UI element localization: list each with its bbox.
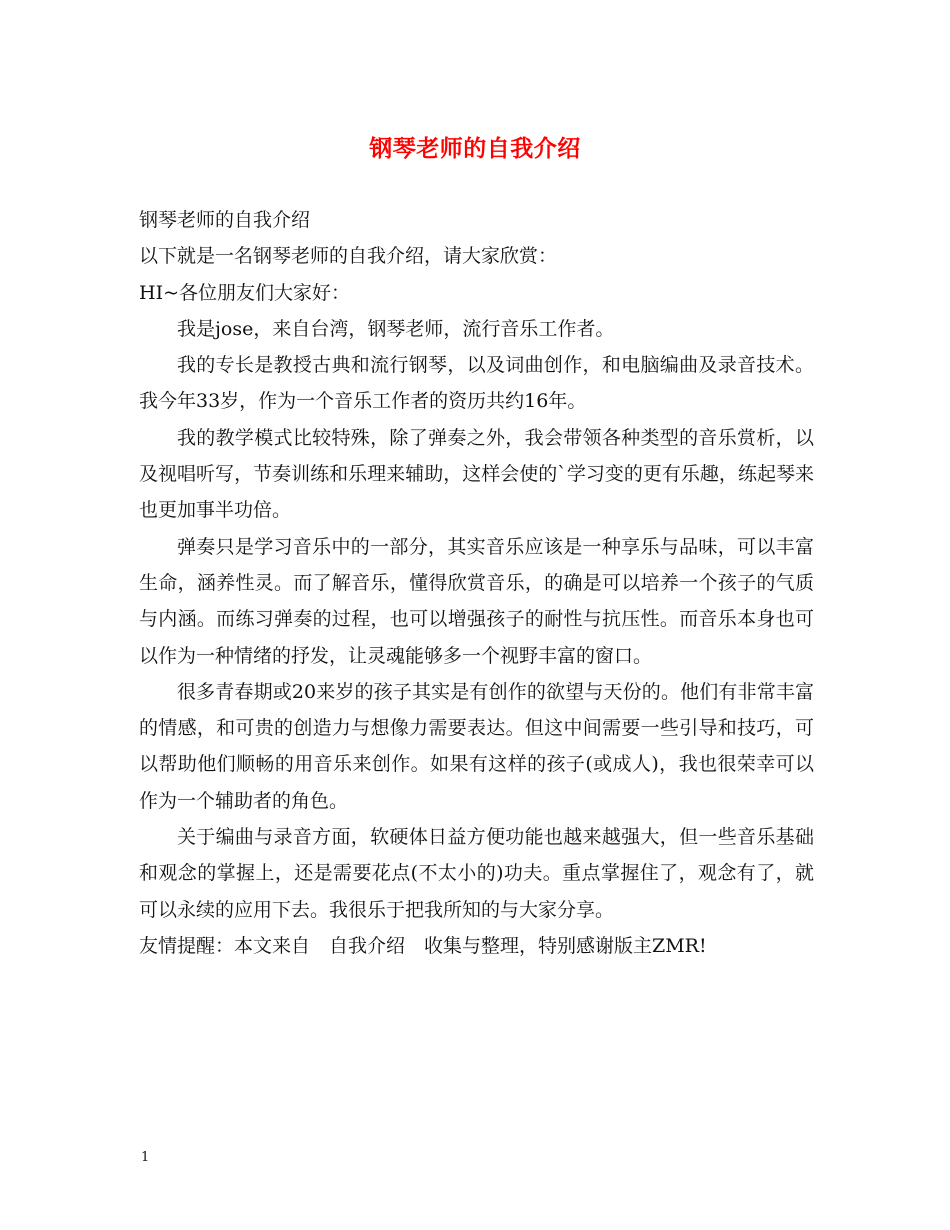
paragraph: 我的专长是教授古典和流行钢琴，以及词曲创作，和电脑编曲及录音技术。我今年33岁，作为一个音乐工作者的资历共约16年。 xyxy=(139,354,814,413)
footer-note: 友情提醒：本文来自 自我介绍 收集与整理，特别感谢版主ZMR! xyxy=(139,934,707,957)
document-title: 钢琴老师的自我介绍 xyxy=(369,135,581,162)
paragraph: 关于编曲与录音方面，软硬体日益方便功能也越来越强大，但一些音乐基础和观念的掌握上，还是需要花点(不太小的)功夫。重点掌握住了，观念有了，就可以永续的应用下去。我很乐于把我所知的与大家分享。 xyxy=(139,826,814,921)
subtitle-line: 钢琴老师的自我介绍 xyxy=(139,209,311,231)
paragraph: 弹奏只是学习音乐中的一部分，其实音乐应该是一种享乐与品味，可以丰富生命，涵养性灵。而了解音乐，懂得欣赏音乐，的确是可以培养一个孩子的气质与内涵。而练习弹奏的过程，也可以增强孩子的耐性与抗压性。而音乐本身也可以作为一种情绪的抒发，让灵魂能够多一个视野丰富的窗口。 xyxy=(139,535,814,667)
page-number: 1 xyxy=(141,1150,150,1165)
paragraph: 很多青春期或20来岁的孩子其实是有创作的欲望与天份的。他们有非常丰富的情感，和可贵的创造力与想像力需要表达。但这中间需要一些引导和技巧，可以帮助他们顺畅的用音乐来创作。如果有这样的孩子(或成人)，我也很荣幸可以作为一个辅助者的角色。 xyxy=(139,680,814,812)
document-body xyxy=(139,202,814,964)
paragraph: 我是jose，来自台湾，钢琴老师，流行音乐工作者。 xyxy=(177,317,615,340)
intro-line: 以下就是一名钢琴老师的自我介绍，请大家欣赏： xyxy=(139,245,558,268)
greeting-line: HI~各位朋友们大家好： xyxy=(139,281,350,304)
paragraph: 我的教学模式比较特殊，除了弹奏之外，我会带领各种类型的音乐赏析，以及视唱听写，节奏训练和乐理来辅助，这样会使的`学习变的更有乐趣，练起琴来也更加事半功倍。 xyxy=(139,426,814,522)
